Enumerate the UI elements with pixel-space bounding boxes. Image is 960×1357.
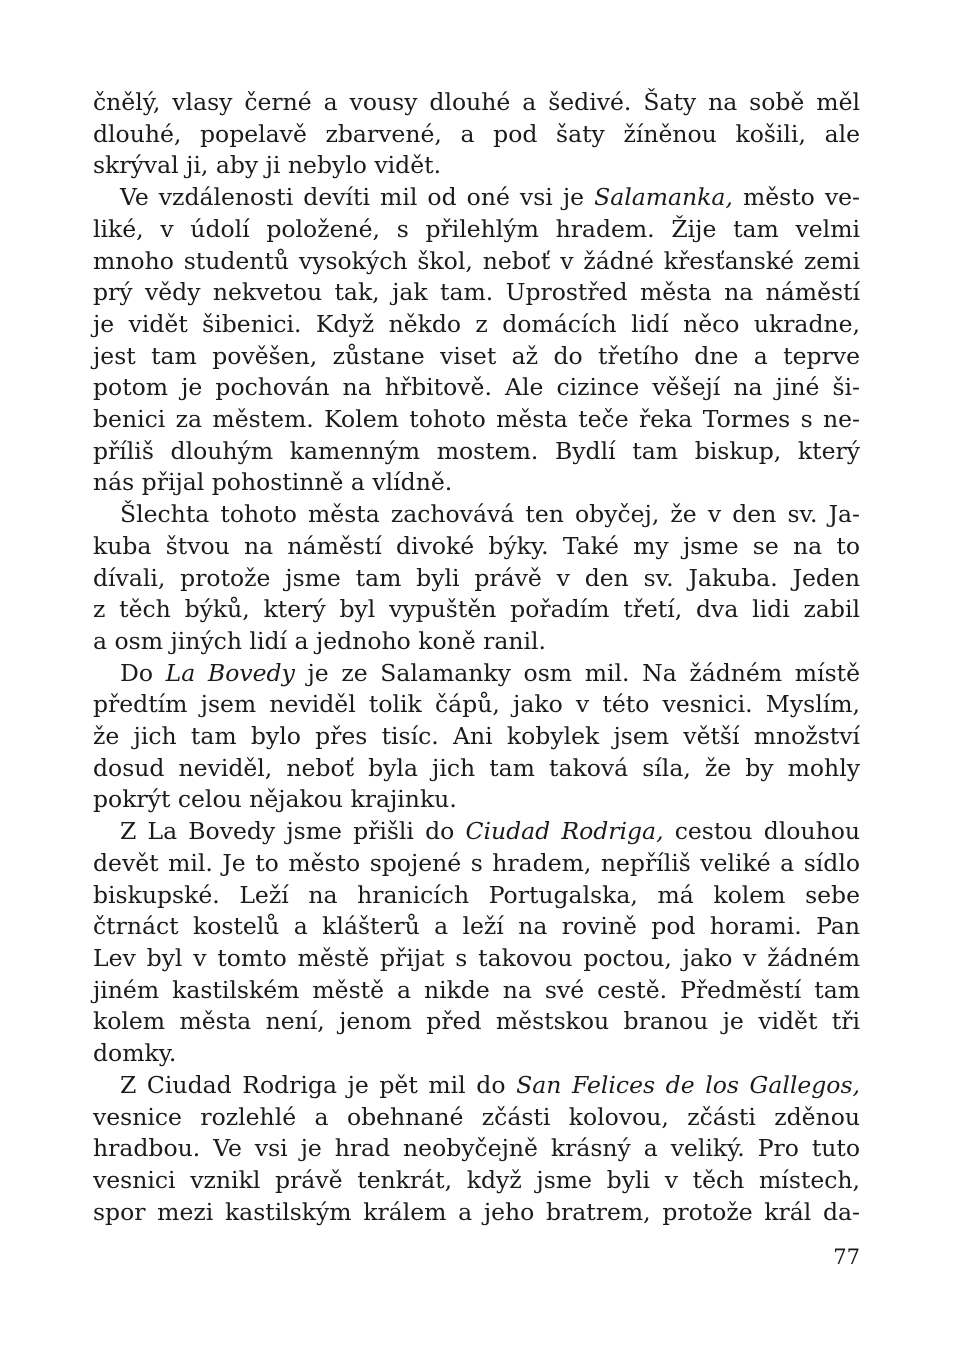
text-line bbox=[93, 277, 860, 309]
text-run: kolem města není, jenom před městskou branou je vidět tři bbox=[93, 1007, 860, 1036]
text-run: spor mezi kastilským králem a jeho bratrem, protože král da- bbox=[93, 1197, 860, 1226]
text-run: vesnici vznikl právě tenkrát, když jsme byli v těch místech, bbox=[93, 1165, 860, 1194]
text-run: Ve vzdálenosti devíti mil od oné vsi je bbox=[120, 183, 595, 212]
text-run: je ze Salamanky osm mil. Na žádném místě bbox=[294, 658, 860, 687]
text-run: potom je pochován na hřbitově. Ale cizince věšejí na jiné ši- bbox=[93, 373, 860, 402]
text-line bbox=[93, 911, 860, 943]
text-run: kuba štvou na náměstí divoké býky. Také my jsme se na to bbox=[93, 531, 860, 560]
text-run: domky. bbox=[93, 1039, 177, 1068]
text-run: cestou dlouhou bbox=[663, 817, 860, 846]
text-line bbox=[93, 309, 860, 341]
text-line bbox=[93, 499, 860, 531]
text-line bbox=[93, 531, 860, 563]
text-line bbox=[93, 150, 860, 182]
text-line bbox=[93, 721, 860, 753]
text-line bbox=[93, 182, 860, 214]
text-line bbox=[93, 372, 860, 404]
text-run: jest tam pověšen, zůstane viset až do třetího dne a teprve bbox=[93, 341, 860, 370]
text-line bbox=[93, 594, 860, 626]
text-run: devět mil. Je to město spojené s hradem, nepříliš veliké a sídlo bbox=[93, 848, 860, 877]
text-run: předtím jsem neviděl tolik čápů, jako v této vesnici. Myslím, bbox=[93, 690, 860, 719]
text-run: Z La Bovedy jsme přišli do bbox=[120, 817, 466, 846]
paragraph bbox=[93, 499, 860, 658]
text-run: skrýval ji, aby ji nebylo vidět. bbox=[93, 151, 442, 180]
text-line bbox=[93, 753, 860, 785]
text-run: jiném kastilském městě a nikde na své cestě. Předměstí tam bbox=[93, 975, 860, 1004]
paragraph bbox=[93, 1070, 860, 1229]
text-line bbox=[93, 246, 860, 278]
text-run: dívali, protože jsme tam byli právě v den sv. Jakuba. Jeden bbox=[93, 563, 860, 592]
text-run: biskupské. Leží na hranicích Portugalska, má kolem sebe bbox=[93, 880, 860, 909]
text-run: hradbou. Ve vsi je hrad neobyčejně krásný a veliký. Pro tuto bbox=[93, 1134, 860, 1163]
paragraph bbox=[93, 658, 860, 817]
text-line bbox=[93, 658, 860, 690]
text-run: mnoho studentů vysokých škol, neboť v žádné křesťanské zemi bbox=[93, 246, 860, 275]
text-line bbox=[93, 563, 860, 595]
text-run: čtrnáct kostelů a klášterů a leží na rovině pod horami. Pan bbox=[93, 912, 860, 941]
text-run: je vidět šibenici. Když někdo z domácích lidí něco ukradne, bbox=[93, 309, 860, 338]
text-run: že jich tam bylo přes tisíc. Ani kobylek jsem větší množství bbox=[93, 722, 860, 751]
text-line bbox=[93, 848, 860, 880]
text-run: liké, v údolí položené, s přilehlým hradem. Žije tam velmi bbox=[93, 214, 860, 243]
text-line bbox=[93, 119, 860, 151]
text-line bbox=[93, 341, 860, 373]
paragraph bbox=[93, 816, 860, 1070]
text-line bbox=[93, 87, 860, 119]
text-run: čnělý, vlasy černé a vousy dlouhé a šedivé. Šaty na sobě měl bbox=[93, 88, 860, 116]
body-text bbox=[93, 87, 860, 1228]
text-run: příliš dlouhým kamenným mostem. Bydlí tam biskup, který bbox=[93, 436, 860, 465]
text-run: prý vědy nekvetou tak, jak tam. Uprostřed města na náměstí bbox=[93, 278, 860, 307]
text-line bbox=[93, 214, 860, 246]
text-line bbox=[93, 1070, 860, 1102]
text-line bbox=[93, 689, 860, 721]
text-run: vesnice rozlehlé a obehnané zčásti kolovou, zčásti zděnou bbox=[93, 1102, 860, 1131]
text-run: Z Ciudad Rodriga je pět mil do bbox=[120, 1070, 517, 1099]
paragraph bbox=[93, 182, 860, 499]
italic-place-name: San Felices de los Gallegos, bbox=[516, 1070, 860, 1099]
text-run: benici za městem. Kolem tohoto města teče řeka Tormes s ne- bbox=[93, 405, 860, 434]
italic-place-name: Ciudad Rodriga, bbox=[465, 817, 664, 846]
text-line bbox=[93, 404, 860, 436]
text-line bbox=[93, 1165, 860, 1197]
text-line bbox=[93, 436, 860, 468]
text-line bbox=[93, 816, 860, 848]
text-line bbox=[93, 975, 860, 1007]
italic-place-name: La Bovedy bbox=[165, 658, 295, 687]
text-run: dosud neviděl, neboť byla jich tam taková síla, že by mohly bbox=[93, 753, 860, 782]
text-line bbox=[93, 1197, 860, 1229]
page-number: 77 bbox=[833, 1245, 860, 1269]
text-run: z těch býků, který byl vypuštěn pořadím třetí, dva lidi zabil bbox=[93, 595, 860, 624]
text-line bbox=[93, 626, 860, 658]
text-line bbox=[93, 467, 860, 499]
text-run: dlouhé, popelavě zbarvené, a pod šaty žíněnou košili, ale bbox=[93, 119, 860, 148]
text-line bbox=[93, 1102, 860, 1134]
text-run: pokrýt celou nějakou krajinku. bbox=[93, 785, 457, 814]
text-line bbox=[93, 1006, 860, 1038]
text-line bbox=[93, 1133, 860, 1165]
text-line bbox=[93, 943, 860, 975]
text-run: Šlechta tohoto města zachovává ten obyčej, že v den sv. Ja- bbox=[120, 500, 860, 529]
text-line bbox=[93, 880, 860, 912]
text-run: nás přijal pohostinně a vlídně. bbox=[93, 468, 453, 497]
paragraph bbox=[93, 87, 860, 182]
text-run: Do bbox=[120, 658, 166, 687]
text-run: a osm jiných lidí a jednoho koně ranil. bbox=[93, 626, 547, 655]
text-line bbox=[93, 1038, 860, 1070]
text-run: Lev byl v tomto městě přijat s takovou poctou, jako v žádném bbox=[93, 943, 860, 972]
italic-place-name: Salamanka, bbox=[594, 183, 733, 212]
text-line bbox=[93, 784, 860, 816]
text-run: město ve- bbox=[732, 183, 860, 212]
